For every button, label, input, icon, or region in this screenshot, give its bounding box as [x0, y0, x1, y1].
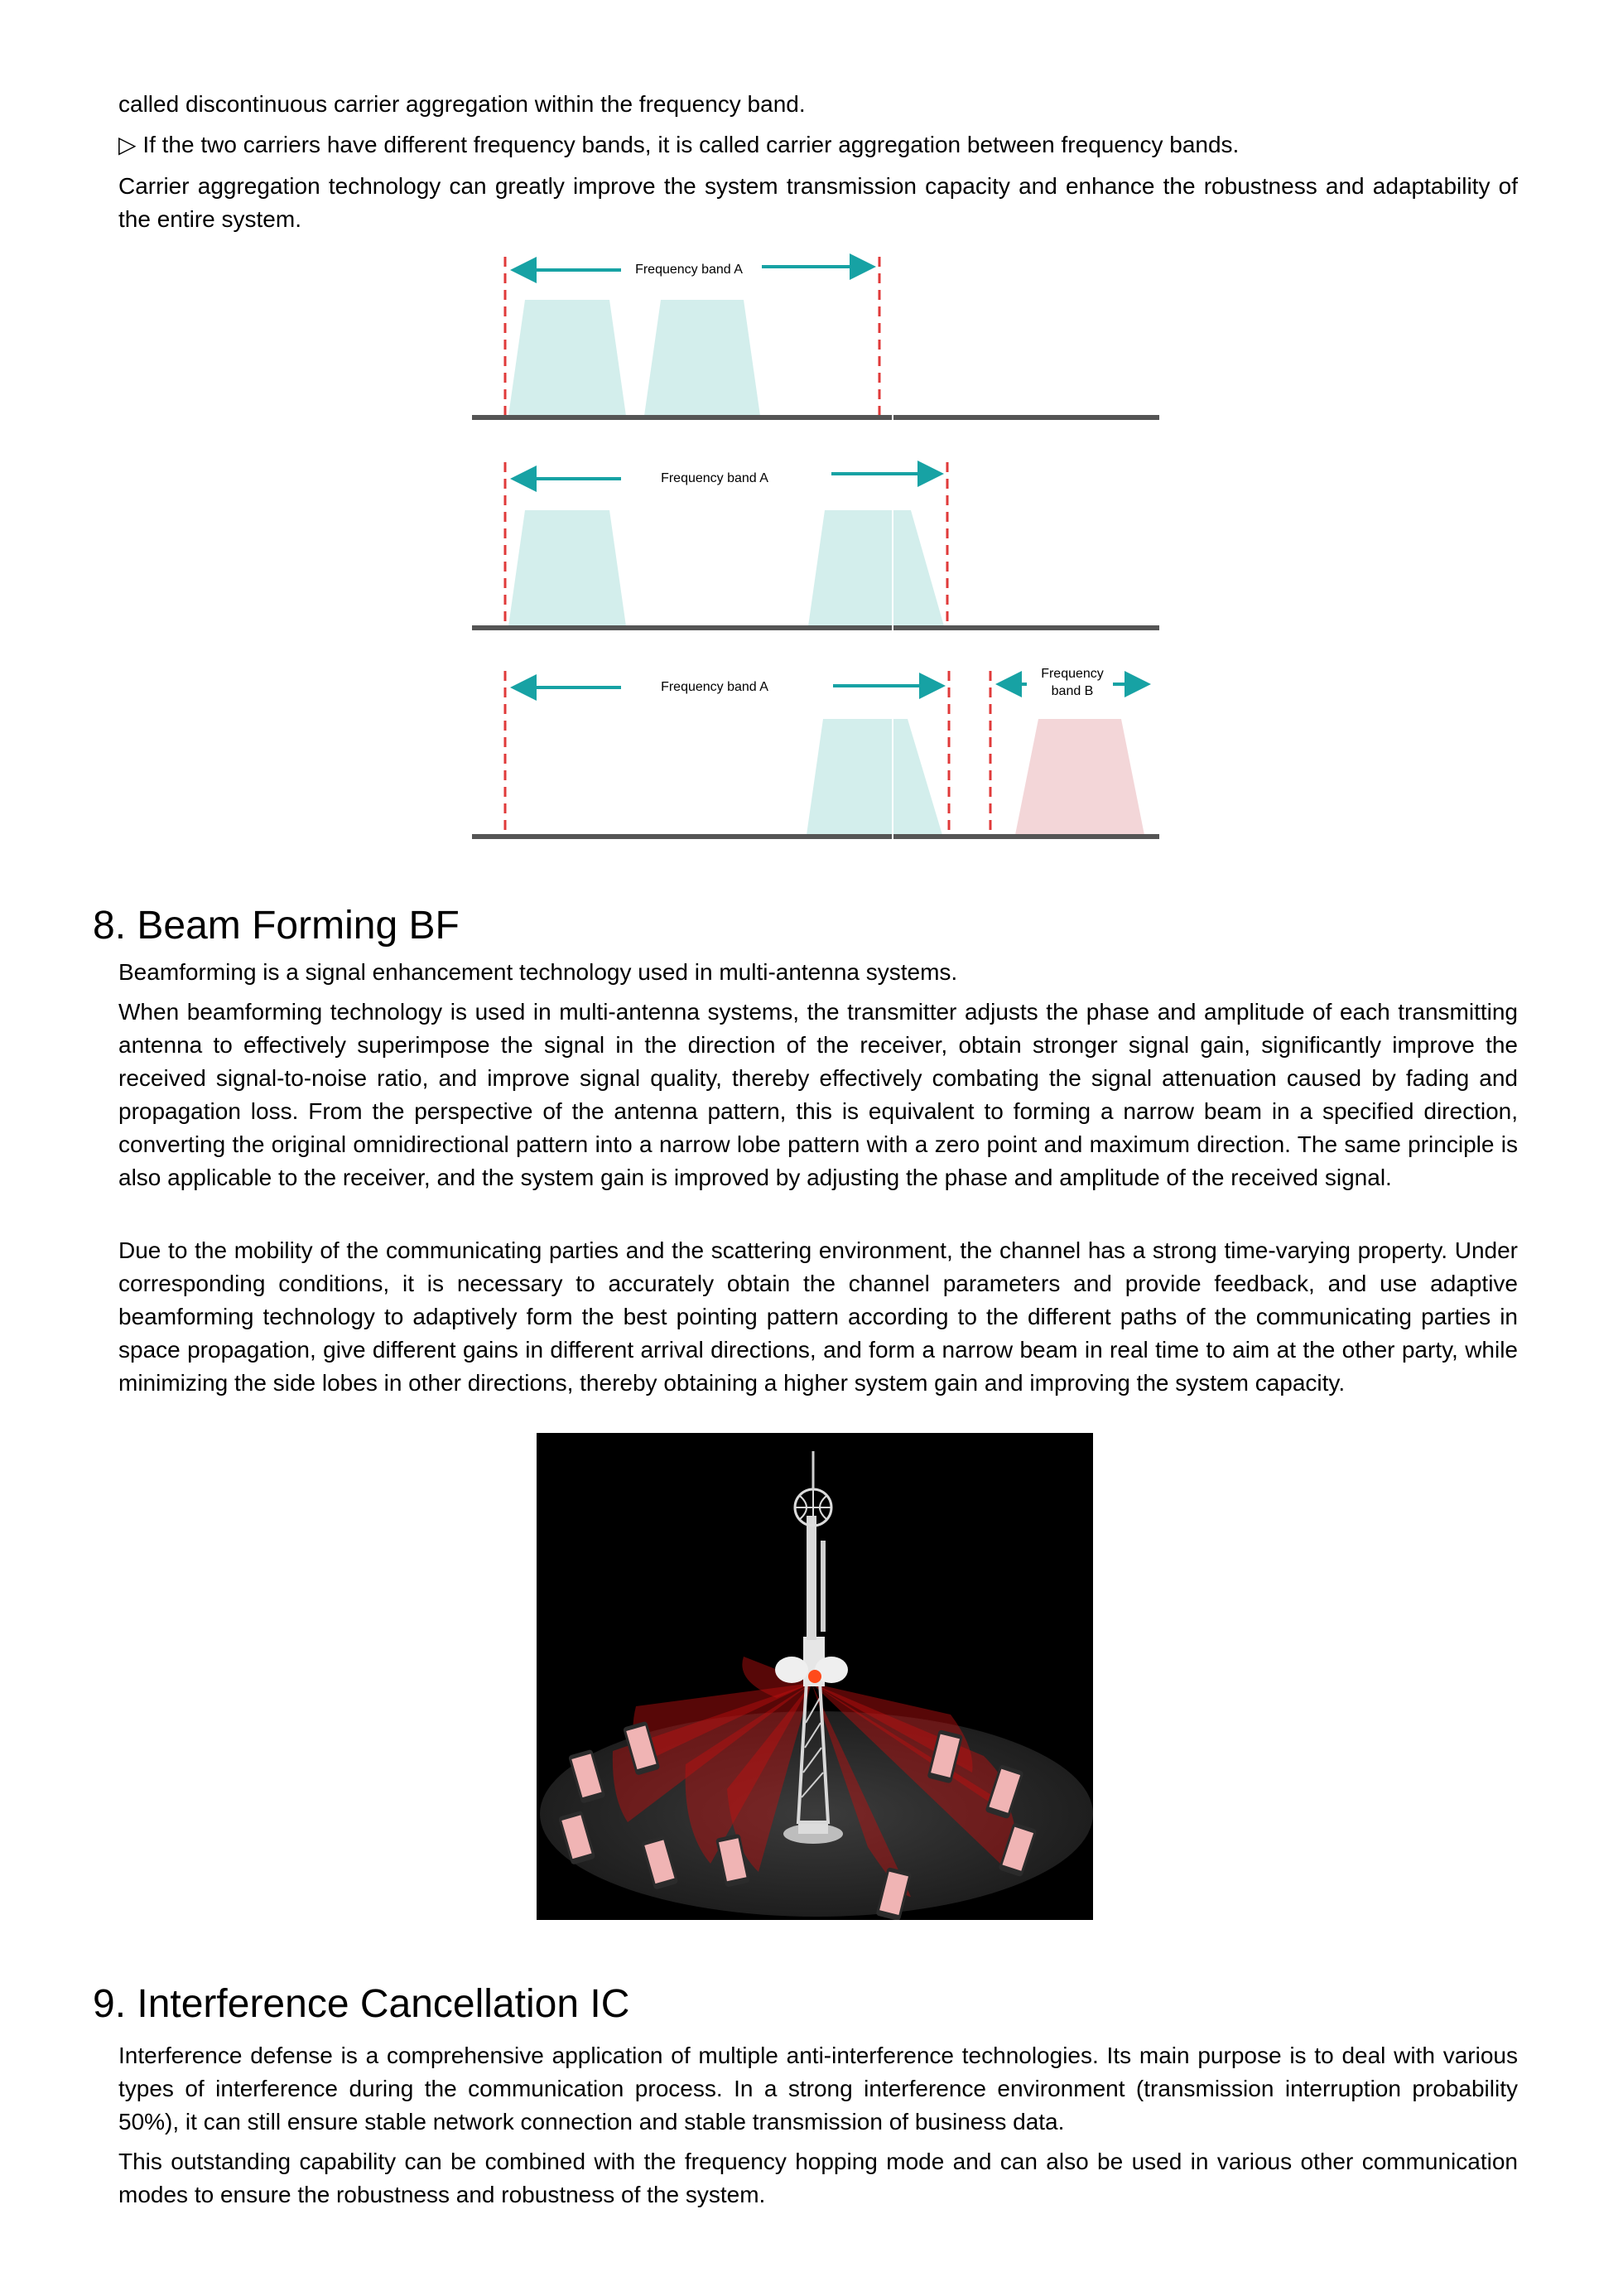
- carrier-block: [508, 510, 626, 626]
- diagram-inter-band: [472, 667, 1159, 843]
- section-heading: 9. Interference Cancellation IC: [93, 1982, 630, 2026]
- paragraph: When beamforming technology is used in multi-antenna systems, the transmitter adjusts the phase and amplitude of each transmitting antenna to effectively superimpose the signal in the direction of the receiver, obtain stronger signal gain, significantly improve the received signal-to-noise ratio, and improve signal quality, thereby effectively combating the signal attenuation caused by fading and propagation loss. From the perspective of the antenna pattern, this is equivalent to forming a narrow beam in a specified direction, converting the original omnidirectional pattern into a narrow lobe pattern with a zero point and maximum direction. The same principle is also applicable to the receiver, and the system gain is improved by adjusting the phase and amplitude of the received signal.: [118, 999, 1518, 1190]
- band-label: Frequency band A: [661, 680, 768, 694]
- diagram-intra-band-contiguous: [472, 257, 1159, 424]
- capacity-paragraph: Carrier aggregation technology can greatly improve the system transmission capacity and enhance the robustness and adaptability of the entire system.: [118, 173, 1518, 232]
- beam-source-icon: [808, 1670, 821, 1683]
- bullet-item: ▷ If the two carriers have different frequency bands, it is called carrier aggregation between frequency bands.: [118, 132, 1240, 157]
- paragraph: Beamforming is a signal enhancement technology used in multi-antenna systems.: [118, 959, 958, 985]
- band-label: Frequency band A: [635, 263, 743, 277]
- paragraph: This outstanding capability can be combined with the frequency hopping mode and can also be used in various other communication modes to ensure the robustness and robustness of the system.: [118, 2149, 1518, 2207]
- carrier-aggregation-figure: [464, 245, 1176, 850]
- paragraph: Interference defense is a comprehensive application of multiple anti-interference technologies. Its main purpose is to deal with various types of interference during the communication process. In a strong interference environment (transmission interruption probability 50%), it can still ensure stable network connection and stable transmission of business data.: [118, 2043, 1518, 2134]
- diagram-intra-band-non-contiguous: [472, 462, 1159, 634]
- section-heading: 8. Beam Forming BF: [93, 904, 460, 948]
- band-b-label-line1: Frequency: [1041, 667, 1104, 681]
- carrier-block-band-b: [1015, 719, 1144, 835]
- paragraph: Due to the mobility of the communicating parties and the scattering environment, the channel has a strong time-varying property. Under corresponding conditions, it is necessary to accurately obtain the channel parameters and provide feedback, and use adaptive beamforming technology to adaptively form the best pointing pattern according to the different paths of the communicating parties in space propagation, give different gains in different arrival directions, and form a narrow beam in real time to aim at the other party, while minimizing the side lobes in other directions, thereby obtaining a higher system gain and improving the system capacity.: [118, 1237, 1518, 1396]
- band-label: Frequency band A: [661, 471, 768, 485]
- carrier-block: [508, 300, 626, 416]
- carrier-block: [808, 510, 944, 626]
- band-b-label-line2: band B: [1051, 684, 1094, 698]
- intro-line: called discontinuous carrier aggregation within the frequency band.: [118, 91, 806, 117]
- carrier-block: [807, 719, 942, 835]
- beamforming-illustration: [537, 1433, 1093, 1920]
- carrier-block: [644, 300, 760, 416]
